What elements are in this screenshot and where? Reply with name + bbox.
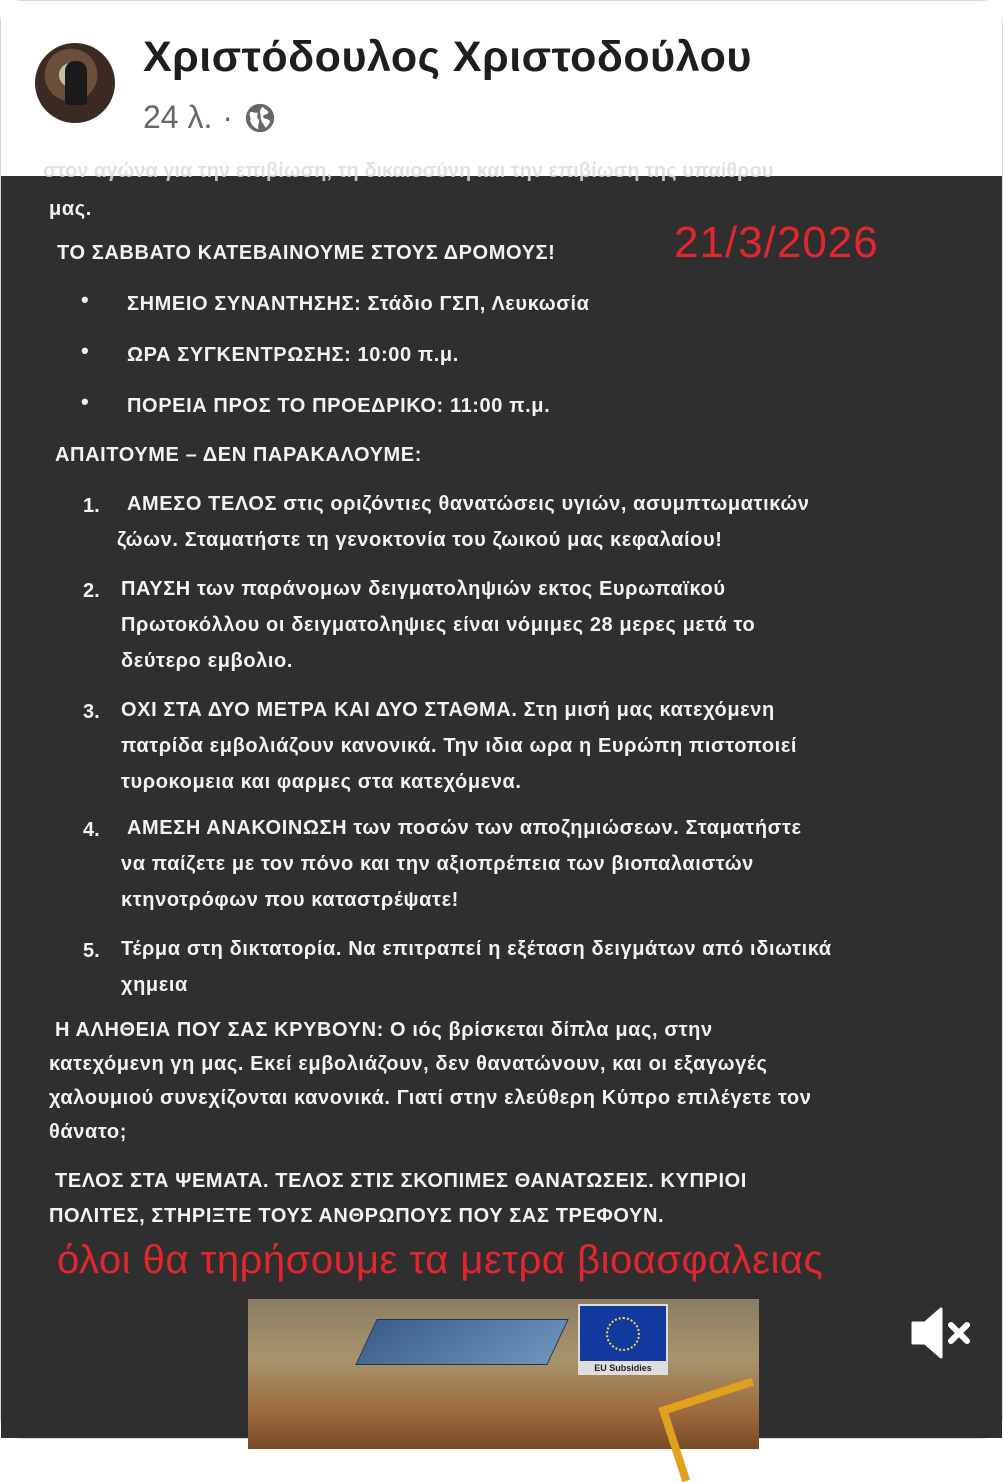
demand-5-line-2: χημεια bbox=[121, 974, 188, 996]
globe-icon[interactable] bbox=[243, 101, 277, 135]
demand-number: 4. bbox=[83, 819, 100, 841]
detail-gathering-time: ΩΡΑ ΣΥΓΚΕΝΤΡΩΣΗΣ: 10:00 π.μ. bbox=[127, 344, 459, 366]
flyer-date: 21/3/2026 bbox=[674, 218, 879, 267]
demand-1-line-1: ΑΜΕΣΟ ΤΕΛΟΣ στις οριζόντιες θανατώσεις υγιών, ασυμπτωματικών bbox=[127, 493, 810, 515]
solar-panels bbox=[355, 1319, 568, 1365]
demand-3-line-2: πατρίδα εμβολιάζουν κανονικά. Την ιδια ωρα η Ευρώπη πιστοποιεί bbox=[121, 735, 798, 757]
author-avatar[interactable] bbox=[35, 43, 115, 123]
demand-4-line-2: να παίζετε με τον πόνο και την αξιοπρέπεια των βιοπαλαιστών bbox=[121, 853, 754, 875]
demand-3-line-1: ΟΧΙ ΣΤΑ ΔΥΟ ΜΕΤΡΑ ΚΑΙ ΔΥΟ ΣΤΑΘΜΑ. Στη μισή μας κατεχόμενη bbox=[121, 699, 775, 721]
post-meta bbox=[143, 99, 277, 136]
demand-number: 2. bbox=[83, 580, 100, 602]
demand-2-line-1: ΠΑΥΣΗ των παράνομων δειγματοληψιών εκτος Ευρωπαϊκού bbox=[121, 578, 726, 600]
demand-5-line-1: Τέρμα στη δικτατορία. Να επιτραπεί η εξέταση δειγμάτων από ιδιωτικά bbox=[121, 938, 832, 960]
excavator-arm bbox=[658, 1378, 775, 1482]
closing-line-2: ΠΟΛΙΤΕΣ, ΣΤΗΡΙΞΤΕ ΤΟΥΣ ΑΝΘΡΩΠΟΥΣ ΠΟΥ ΣΑΣ ΤΡΕΦΟΥΝ. bbox=[49, 1205, 665, 1227]
post-header bbox=[1, 1, 1002, 176]
demand-2-line-3: δεύτερο εμβολιο. bbox=[121, 650, 294, 672]
speaker-muted-icon[interactable] bbox=[907, 1303, 975, 1363]
biosecurity-slogan: όλοι θα τηρήσουμε τα μετρα βιοασφαλειας bbox=[57, 1238, 824, 1282]
author-name[interactable]: Χριστόδουλος Χριστοδούλου bbox=[143, 33, 752, 81]
detail-march: ΠΟΡΕΙΑ ΠΡΟΣ ΤΟ ΠΡΟΕΔΡΙΚΟ: 11:00 π.μ. bbox=[127, 395, 551, 417]
truth-line-1: Η ΑΛΗΘΕΙΑ ΠΟΥ ΣΑΣ ΚΡΥΒΟΥΝ: Ο ιός βρίσκεται δίπλα μας, στην bbox=[55, 1019, 713, 1041]
demand-number: 3. bbox=[83, 701, 100, 723]
detail-meeting-point: ΣΗΜΕΙΟ ΣΥΝΑΝΤΗΣΗΣ: Στάδιο ΓΣΠ, Λευκωσία bbox=[127, 293, 590, 315]
closing-line-1: ΤΕΛΟΣ ΣΤΑ ΨΕΜΑΤΑ. ΤΕΛΟΣ ΣΤΙΣ ΣΚΟΠΙΜΕΣ ΘΑΝΑΤΩΣΕΙΣ. ΚΥΠΡΙΟΙ bbox=[55, 1170, 747, 1192]
post-image-flyer[interactable] bbox=[1, 160, 1002, 1438]
flyer-cut-end: μας. bbox=[49, 198, 92, 220]
truth-line-2: κατεχόμενη γη μας. Εκεί εμβολιάζουν, δεν θανατώνουν, και οι εξαγωγές bbox=[49, 1053, 768, 1075]
demand-4-line-1: ΑΜΕΣΗ ΑΝΑΚΟΙΝΩΣΗ των ποσών των αποζημιώσεων. Σταματήστε bbox=[127, 817, 802, 839]
eu-sign-label: EU Subsidies bbox=[578, 1361, 668, 1375]
bullet-icon: • bbox=[81, 389, 89, 414]
demand-4-line-3: κτηνοτρόφων που καταστρέψατε! bbox=[121, 889, 459, 911]
demand-number: 5. bbox=[83, 940, 100, 962]
truth-line-4: θάνατο; bbox=[49, 1121, 127, 1143]
demand-3-line-3: τυροκομεια και φαρμες στα κατεχόμενα. bbox=[121, 771, 522, 793]
flyer-cut-line: στον αγώνα για την επιβίωση, τη δικαιοσύνη και την επιβίωση της υπαίθρου bbox=[43, 160, 774, 182]
eu-flag-icon bbox=[578, 1304, 668, 1364]
meta-separator: · bbox=[222, 99, 234, 135]
bullet-icon: • bbox=[81, 338, 89, 363]
flyer-headline: ΤΟ ΣΑΒΒΑΤΟ ΚΑΤΕΒΑΙΝΟΥΜΕ ΣΤΟΥΣ ΔΡΟΜΟΥΣ! bbox=[57, 242, 556, 264]
demand-1-line-2: ζώων. Σταματήστε τη γενοκτονία του ζωικού μας κεφαλαίου! bbox=[117, 529, 723, 551]
truth-line-3: χαλουμιού συνεχίζονται κανονικά. Γιατί στην ελεύθερη Κύπρο επιλέγετε τον bbox=[49, 1087, 812, 1109]
farmland-photo bbox=[248, 1299, 759, 1449]
bullet-icon: • bbox=[81, 287, 89, 312]
demand-2-line-2: Πρωτοκόλλου οι δειγματοληψιες είναι νόμιμες 28 μερες μετά το bbox=[121, 614, 756, 636]
post-time[interactable]: 24 λ. bbox=[143, 99, 213, 135]
demands-title: ΑΠΑΙΤΟΥΜΕ – ΔΕΝ ΠΑΡΑΚΑΛΟΥΜΕ: bbox=[55, 444, 422, 466]
demand-number: 1. bbox=[83, 495, 100, 517]
